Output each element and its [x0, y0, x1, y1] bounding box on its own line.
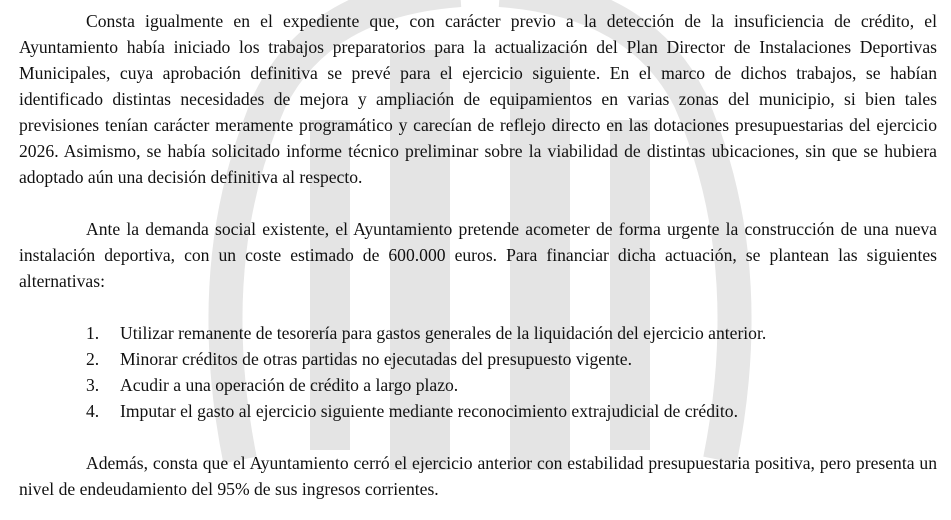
list-item [19, 320, 937, 346]
list-item-text: Minorar créditos de otras partidas no ejecutadas del presupuesto vigente. [120, 349, 633, 369]
list-item-number: 4. [86, 401, 100, 421]
list-item-text: Utilizar remanente de tesorería para gastos generales de la liquidación del ejercicio anterior. [120, 323, 767, 343]
list-item-number: 1. [86, 323, 100, 343]
list-item [19, 346, 937, 372]
list-item [19, 372, 937, 398]
list-item-text: Imputar el gasto al ejercicio siguiente mediante reconocimiento extrajudicial de crédito. [120, 401, 738, 421]
paragraph-estabilidad: Además, consta que el Ayuntamiento cerró el ejercicio anterior con estabilidad presupuestaria positiva, pero presenta un nivel de endeudamiento del 95% de sus ingresos corrientes. [19, 453, 937, 499]
list-item [19, 398, 937, 424]
list-item-text: Acudir a una operación de crédito a largo plazo. [120, 375, 459, 395]
alternatives-list [19, 320, 937, 424]
paragraph-expediente: Consta igualmente en el expediente que, con carácter previo a la detección de la insuficiencia de crédito, el Ayuntamiento había iniciado los trabajos preparatorios para la actualización del Plan Director de Instalaciones Deportivas Municipales, cuya aprobación definitiva se prevé para el ejercicio siguiente. En el marco de dichos trabajos, se habían identificado distintas necesidades de mejora y ampliación de equipamientos en varias zonas del municipio, si bien tales previsiones tenían carácter meramente programático y carecían de reflejo directo en las dotaciones presupuestarias del ejercicio 2026. Asimismo, se había solicitado informe técnico preliminar sobre la viabilidad de distintas ubicaciones, sin que se hubiera adoptado aún una decisión definitiva al respecto. [19, 11, 937, 187]
paragraph-demanda-social: Ante la demanda social existente, el Ayuntamiento pretende acometer de forma urgente la construcción de una nueva instalación deportiva, con un coste estimado de 600.000 euros. Para financiar dicha actuación, se plantean las siguientes alternativas: [19, 219, 937, 291]
list-item-number: 3. [86, 375, 100, 395]
list-item-number: 2. [86, 349, 100, 369]
